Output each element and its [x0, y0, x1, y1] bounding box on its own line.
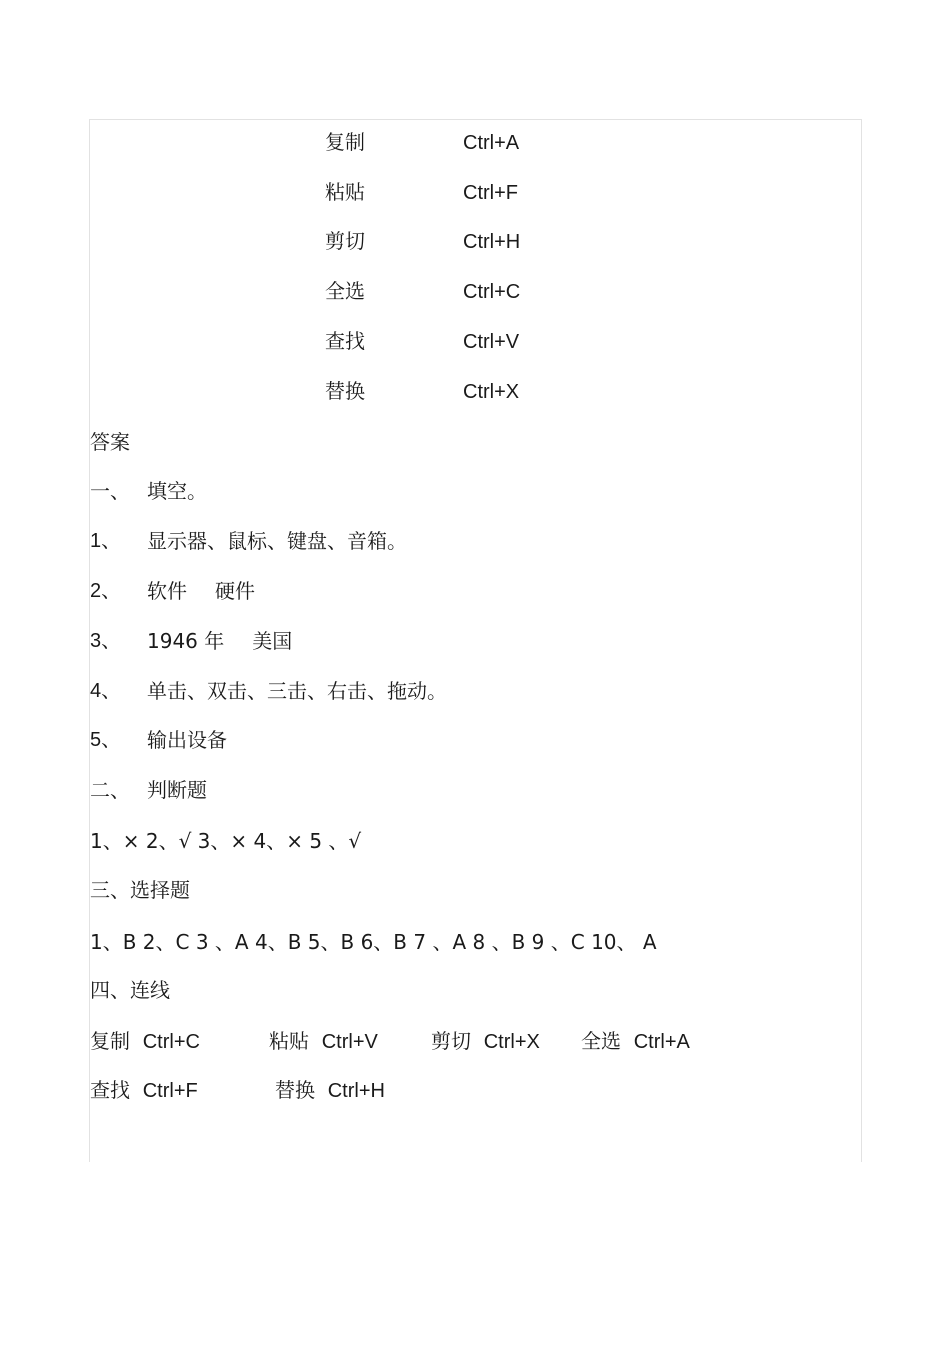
matching-key: Ctrl+A: [463, 132, 520, 154]
matching-term: 替换: [325, 379, 365, 403]
section2-title: 判断题: [147, 778, 207, 802]
matching-key: Ctrl+C: [463, 281, 521, 303]
pair-item: [90, 1078, 198, 1103]
pair-key: Ctrl+A: [633, 1031, 690, 1053]
section1-title: 填空。: [147, 479, 207, 503]
pair-item: [90, 1029, 200, 1054]
matching-key: Ctrl+H: [463, 231, 521, 253]
matching-term: 复制: [325, 130, 365, 154]
answer-text: 输出设备: [147, 728, 227, 752]
pair-term: 查找: [90, 1078, 130, 1102]
pair-key: Ctrl+X: [483, 1031, 540, 1053]
answer-part: 软件: [147, 579, 187, 603]
pair-term: 粘贴: [269, 1029, 309, 1053]
pair-item: [275, 1078, 385, 1103]
pair-item: [431, 1029, 540, 1054]
answer-number: 3、: [90, 630, 122, 652]
section3-title: 三、选择题: [90, 878, 190, 902]
answer-text: 单击、双击、三击、右击、拖动。: [147, 679, 447, 703]
pair-item: [269, 1029, 378, 1054]
answer-part: 美国: [252, 629, 293, 653]
answer-text: [147, 579, 255, 603]
pair-term: 剪切: [431, 1029, 471, 1053]
matching-term: 全选: [325, 279, 365, 303]
pair-term: 全选: [581, 1029, 621, 1053]
matching-term: 剪切: [325, 229, 365, 253]
section1-label: 一、: [90, 479, 130, 503]
matching-key: Ctrl+X: [463, 381, 520, 403]
answer-part: 1946 年: [147, 629, 225, 653]
pair-key: Ctrl+V: [321, 1031, 378, 1053]
matching-term: 粘贴: [325, 180, 365, 204]
pair-key: Ctrl+C: [142, 1031, 200, 1053]
section3-answers: 1、B 2、C 3 、A 4、B 5、B 6、B 7 、A 8 、B 9 、C 10、 A: [90, 930, 657, 954]
section4-title: 四、连线: [90, 978, 170, 1002]
matching-key: Ctrl+V: [463, 331, 520, 353]
answer-part: 硬件: [215, 579, 255, 603]
pair-key: Ctrl+H: [327, 1080, 385, 1102]
section2-label: 二、: [90, 778, 130, 802]
section2-answers: 1、× 2、√ 3、× 4、× 5 、√: [90, 829, 362, 853]
answer-text: 显示器、鼠标、键盘、音箱。: [147, 529, 407, 553]
answer-number: 5、: [90, 729, 122, 751]
pair-term: 复制: [90, 1029, 130, 1053]
pair-term: 替换: [275, 1078, 315, 1102]
matching-key: Ctrl+F: [463, 182, 518, 204]
matching-term: 查找: [325, 329, 365, 353]
pair-item: [581, 1029, 690, 1054]
pair-key: Ctrl+F: [142, 1080, 198, 1102]
answer-number: 1、: [90, 530, 122, 552]
answer-number: 2、: [90, 580, 122, 602]
answer-number: 4、: [90, 680, 122, 702]
answers-title: 答案: [90, 430, 130, 454]
answer-text: [147, 629, 292, 653]
